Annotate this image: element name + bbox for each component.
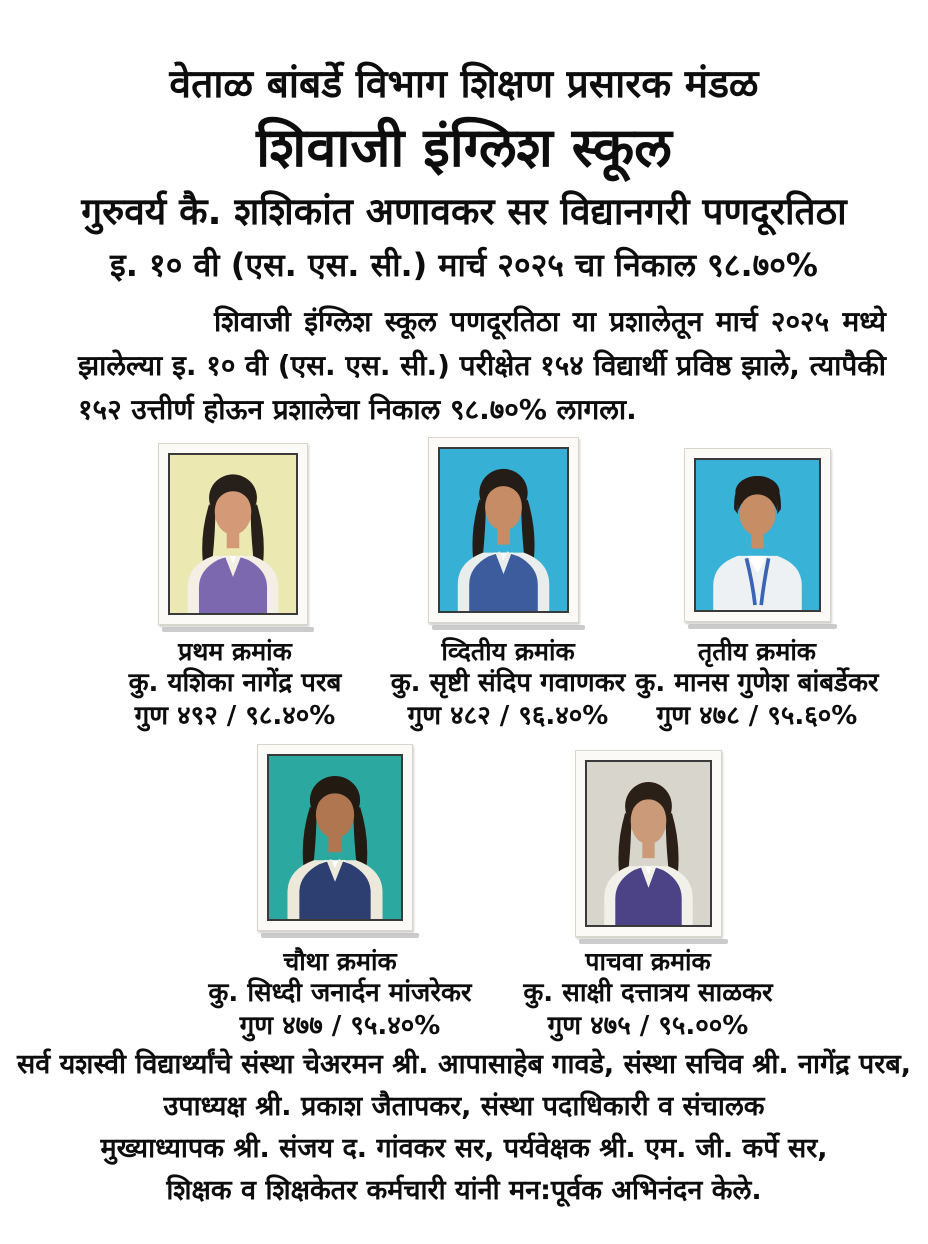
- student-name: कु. सृष्टी संदिप गवाणकर: [390, 668, 626, 698]
- rank-label: पाचवा क्रमांक: [585, 947, 711, 976]
- photo-scan-shadow: [579, 939, 728, 944]
- rank-label: चौथा क्रमांक: [283, 947, 397, 976]
- student-portrait-image: [168, 453, 298, 615]
- congratulations-paragraph: [0, 1044, 928, 1212]
- student-name: कु. सिध्दी जनार्दन मांजरेकर: [208, 978, 472, 1008]
- student-photo: [684, 448, 831, 622]
- student-name: कु. साक्षी दत्तात्रय साळकर: [523, 978, 773, 1008]
- student-photo: [257, 744, 413, 931]
- student-portrait-image: [438, 447, 569, 613]
- student-caption: [190, 946, 490, 1043]
- student-name: कु. यशिका नागेंद्र परब: [128, 668, 342, 698]
- school-subtitle: गुरुवर्य कै. शशिकांत अणावकर सर विद्यानगरी पणदूरतिठा: [81, 190, 847, 233]
- student-photo: [158, 443, 308, 625]
- photo-scan-shadow: [162, 627, 314, 632]
- student-photo: [428, 437, 579, 623]
- student-photo: [575, 750, 722, 937]
- student-caption: [498, 946, 798, 1043]
- footer-line: सर्व यशस्वी विद्यार्थ्यांचे संस्था चेअरमन श्री. आपासाहेब गावडे, संस्था सचिव श्री. नागेंद्र परब,: [16, 1049, 911, 1080]
- photo-scan-shadow: [432, 625, 585, 630]
- footer-line: शिक्षक व शिक्षकेतर कर्मचारी यांनी मन:पूर्वक अभिनंदन केले.: [166, 1175, 762, 1206]
- student-score: गुण ४८२ / ९६.४०%: [407, 701, 609, 731]
- student-score: गुण ४७७ / ९५.४०%: [239, 1011, 441, 1041]
- student-score: गुण ४७५ / ९५.००%: [547, 1011, 749, 1041]
- student-name: कु. मानस गुणेश बांबर्डेकर: [635, 668, 879, 698]
- footer-line: मुख्याध्यापक श्री. संजय द. गांवकर सर, पर्यवेक्षक श्री. एम. जी. कर्पे सर,: [100, 1133, 828, 1164]
- result-headline: इ. १० वी (एस. एस. सी.) मार्च २०२५ चा निकाल ९८.७०%: [110, 246, 818, 284]
- photo-scan-shadow: [688, 624, 837, 629]
- rank-label: व्दितीय क्रमांक: [441, 637, 575, 666]
- school-name: शिवाजी इंग्लिश स्कूल: [256, 116, 672, 179]
- intro-paragraph: शिवाजी इंग्लिश स्कूल पणदूरतिठा या प्रशालेतून मार्च २०२५ मध्ये झालेल्या इ. १० वी (एस. एस. सी.) परीक्षेत १५४ विद्यार्थी प्रविष्ठ झाले, त्यापैकी १५२ उत्तीर्ण होऊन प्रशालेचा निकाल ९८.७०% लागला.: [78, 305, 886, 426]
- student-score: गुण ४९२ / ९८.४०%: [134, 701, 336, 731]
- student-score: गुण ४७८ / ९५.६०%: [656, 701, 858, 731]
- student-caption: [607, 636, 907, 733]
- student-portrait-image: [585, 760, 712, 927]
- rank-label: तृतीय क्रमांक: [697, 637, 816, 666]
- student-portrait-image: [694, 458, 821, 612]
- organization-name: वेताळ बांबर्डे विभाग शिक्षण प्रसारक मंडळ: [169, 62, 759, 107]
- student-portrait-image: [267, 754, 403, 921]
- rank-label: प्रथम क्रमांक: [178, 637, 292, 666]
- footer-line: उपाध्यक्ष श्री. प्रकाश जैतापकर, संस्था पदाधिकारी व संचालक: [163, 1091, 765, 1122]
- student-caption: [85, 636, 385, 733]
- photo-scan-shadow: [261, 933, 419, 938]
